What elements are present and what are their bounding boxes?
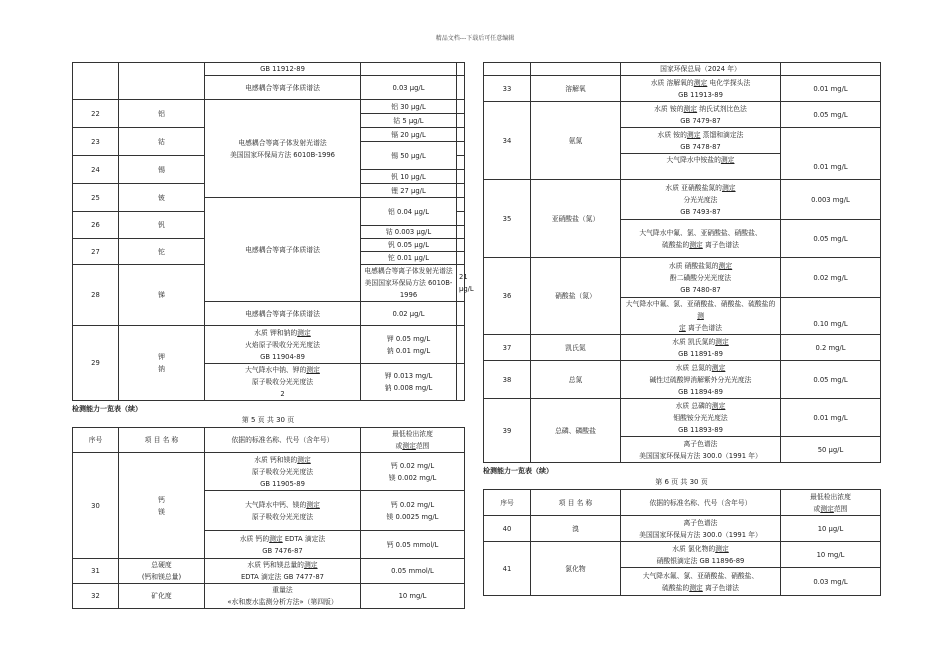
std-cell: 水质 硝酸盐氮的测定 酚二磺酸分光光度法 GB 7480-87 [621, 258, 781, 298]
std-cell: 国家环保总局（2024 年） [621, 63, 781, 76]
item-name: 矿化度 [119, 584, 205, 609]
row-no: 41 [484, 542, 531, 596]
limit-cell: 铊 0.01 μg/L [361, 252, 457, 265]
std-cell: GB 11912-89 [205, 63, 361, 76]
std-cell: 水质 亚硝酸盐氮的测定 分光光度法 GB 7493-87 [621, 180, 781, 220]
std-cell: 水质 氯化物的测定 硝酸银滴定法 GB 11896-89 [621, 542, 781, 568]
col-header-no: 序号 [73, 428, 119, 453]
row-no: 29 [73, 326, 119, 401]
row-no: 28 [73, 265, 119, 326]
std-cell: 大气降水氟、氯、亚硝酸盐、硝酸盐、 硫酸盐的测定 离子色谱法 [621, 568, 781, 596]
col-header-limit: 最低检出浓度 或测定范围 [781, 490, 881, 516]
std-cell: 大气降水中氟、氯、亚硝酸盐、硝酸盐、硫酸盐的测 定 离子色谱法 [621, 298, 781, 335]
row-no: 26 [73, 212, 119, 239]
limit-cell: 钙 0.02 mg/L 镁 0.0025 mg/L [361, 491, 465, 531]
page-number: 第 5 页 共 30 页 [241, 416, 295, 424]
std-cell: 水质 钙的测定 EDTA 滴定法 GB 7476-87 [205, 531, 361, 559]
limit-cell: 锡 50 μg/L [361, 142, 457, 170]
row-no: 39 [484, 399, 531, 463]
row-no: 38 [484, 361, 531, 399]
col-header-item: 项 目 名 称 [531, 490, 621, 516]
item-name: 锡 [119, 156, 205, 184]
limit-cell: 镉 20 μg/L [361, 128, 457, 142]
row-no: 27 [73, 239, 119, 265]
std-cell: 电感耦合等离子体质谱法 [205, 302, 361, 326]
row-no: 36 [484, 258, 531, 335]
row-no: 25 [73, 184, 119, 212]
limit-cell: 50 μg/L [781, 437, 881, 463]
item-name: 总硬度 (钙和镁总量) [119, 559, 205, 584]
item-name: 溶解氧 [531, 76, 621, 102]
limit-cell: 0.05 mg/L [781, 102, 881, 128]
item-name: 铍 [119, 184, 205, 212]
item-name: 总磷、磷酸盐 [531, 399, 621, 463]
section-title: 检测能力一览表（续） [72, 405, 142, 413]
limit-cell: 0.05 mg/L [781, 361, 881, 399]
std-cell: 离子色谱法 美国国家环保局方法 300.0（1991 年） [621, 437, 781, 463]
limit-cell: 21 μg/L [457, 265, 465, 302]
std-cell: 水质 总磷的测定 钼酸铵分光光度法 GB 11893-89 [621, 399, 781, 437]
col-header-std: 依据的标准名称、代号（含年号） [621, 490, 781, 516]
std-cell: 水质 总氮的测定 碱性过硫酸钾消解紫外分光光度法 GB 11894-89 [621, 361, 781, 399]
limit-cell: 钒 10 μg/L [361, 170, 457, 184]
item-name: 钾 钠 [119, 326, 205, 401]
limit-cell: 钴 0.003 μg/L [361, 226, 457, 239]
row-no: 31 [73, 559, 119, 584]
limit-cell: 0.02 μg/L [361, 302, 457, 326]
left-bottom-table [72, 427, 465, 609]
limit-cell: 0.05 mmol/L [361, 559, 465, 584]
limit-cell: 铝 0.04 μg/L [361, 198, 457, 226]
limit-cell: 10 mg/L [781, 542, 881, 568]
item-name: 亚硝酸盐（氮） [531, 180, 621, 258]
row-no: 37 [484, 335, 531, 361]
limit-cell: 0.01 mg/L [781, 76, 881, 102]
std-cell: 水质 铵的测定 纳氏试剂比色法 GB 7479-87 [621, 102, 781, 128]
std-cell: 离子色谱法 美国国家环保局方法 300.0（1991 年） [621, 516, 781, 542]
limit-cell: 钙 0.02 mg/L 镁 0.002 mg/L [361, 453, 465, 491]
limit-cell: 钾 0.05 mg/L 钠 0.01 mg/L [361, 326, 457, 364]
limit-cell: 0.01 mg/L [781, 128, 881, 180]
std-cell: 水质 溶解氧的测定 电化学探头法 GB 11913-89 [621, 76, 781, 102]
limit-cell: 0.2 mg/L [781, 335, 881, 361]
left-top-table [72, 62, 474, 401]
row-no: 40 [484, 516, 531, 542]
limit-cell: 钴 5 μg/L [361, 114, 457, 128]
limit-cell: 0.03 mg/L [781, 568, 881, 596]
row-no: 33 [484, 76, 531, 102]
limit-cell: 0.02 mg/L [781, 258, 881, 298]
std-cell: 大气降水中铵盐的测定 [621, 154, 781, 180]
col-header-std: 依据的标准名称、代号（含年号） [205, 428, 361, 453]
item-name: 氯化物 [531, 542, 621, 596]
limit-cell: 钾 0.013 mg/L 钠 0.008 mg/L [361, 364, 457, 401]
std-cell: 大气降水中氟、氯、亚硝酸盐、硝酸盐、 硫酸盐的测定 离子色谱法 [621, 220, 781, 258]
std-cell: 电感耦合等离子体质谱法 [205, 76, 361, 100]
limit-cell: 钒 0.05 μg/L [361, 239, 457, 252]
row-no: 30 [73, 453, 119, 559]
row-no: 32 [73, 584, 119, 609]
row-no: 34 [484, 102, 531, 180]
limit-cell: 0.03 μg/L [361, 76, 457, 100]
std-cell: 重量法 «水和废水监测分析方法»（第四版） [205, 584, 361, 609]
std-cell: 电感耦合等离子体发射光谱法 美国国家环保局方法 6010B-1996 [361, 265, 457, 302]
right-page [483, 62, 880, 596]
item-name: 钴 [119, 128, 205, 156]
row-no: 35 [484, 180, 531, 258]
limit-cell: 铝 30 μg/L [361, 100, 457, 114]
item-name: 总氮 [531, 361, 621, 399]
left-page [72, 62, 474, 609]
limit-cell: 0.003 mg/L [781, 180, 881, 220]
item-name: 凯氏氮 [531, 335, 621, 361]
limit-cell: 10 μg/L [781, 516, 881, 542]
item-name: 氨氮 [531, 102, 621, 180]
col-header-no: 序号 [484, 490, 531, 516]
limit-cell: 钙 0.05 mmol/L [361, 531, 465, 559]
row-no: 24 [73, 156, 119, 184]
std-cell: 水质 钙和镁的测定 原子吸收分光光度法 GB 11905-89 [205, 453, 361, 491]
item-name: 钙 镁 [119, 453, 205, 559]
std-cell: 水质 凯氏氮的测定 GB 11891-89 [621, 335, 781, 361]
page-header: 精品文档---下载后可任意编辑 [435, 35, 515, 42]
std-cell: 电感耦合等离子体质谱法 [205, 198, 361, 302]
limit-cell: 0.10 mg/L [781, 298, 881, 335]
item-name: 铝 [119, 100, 205, 128]
std-cell: 大气降水中钠、钾的测定 原子吸收分光光度法 2 [205, 364, 361, 401]
row-no: 22 [73, 100, 119, 128]
item-name: 铊 [119, 239, 205, 265]
col-header-limit: 最低检出浓度 或测定范围 [361, 428, 465, 453]
right-bottom-table [483, 489, 881, 596]
std-cell: 水质 钙和镁总量的测定 EDTA 滴定法 GB 7477-87 [205, 559, 361, 584]
std-cell: 大气降水中钙、镁的测定 原子吸收分光光度法 [205, 491, 361, 531]
item-name: 钒 [119, 212, 205, 239]
page-number: 第 6 页 共 30 页 [655, 478, 708, 486]
std-cell: 水质 铵的测定 蒸馏和滴定法 GB 7478-87 [621, 128, 781, 154]
limit-cell: 0.05 mg/L [781, 220, 881, 258]
std-cell: 电感耦合等离子体发射光谱法 美国国家环保局方法 6010B-1996 [205, 100, 361, 198]
section-title: 检测能力一览表（续） [483, 467, 553, 475]
limit-cell: 10 mg/L [361, 584, 465, 609]
std-cell: 水质 钾和钠的测定 火焰原子吸收分光光度法 GB 11904-89 [205, 326, 361, 364]
limit-cell: 0.01 mg/L [781, 399, 881, 437]
item-name: 溴 [531, 516, 621, 542]
item-name: 硝酸盐（氮） [531, 258, 621, 335]
col-header-item: 项 目 名 称 [119, 428, 205, 453]
right-top-table [483, 62, 881, 463]
item-name: 锑 [119, 265, 205, 326]
limit-cell: 锂 27 μg/L [361, 184, 457, 198]
row-no: 23 [73, 128, 119, 156]
